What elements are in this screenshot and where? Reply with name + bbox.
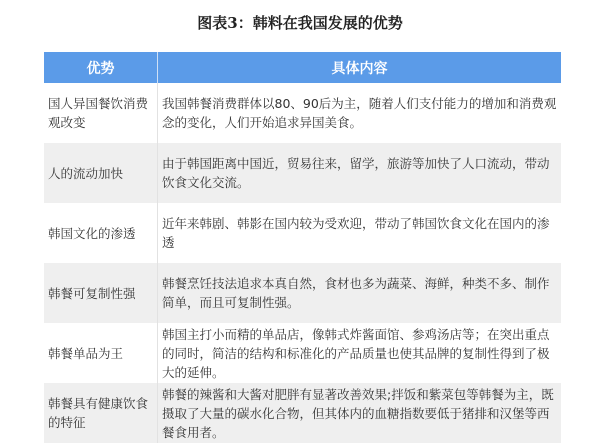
advantages-table (44, 52, 561, 443)
content-cell: 由于韩国距离中国近，贸易往来，留学，旅游等加快了人口流动，带动饮食文化交流。 (158, 143, 562, 203)
table-row (44, 143, 561, 203)
advantage-cell: 韩餐单品为王 (44, 323, 158, 383)
content-cell: 我国韩餐消费群体以80、90后为主，随着人们支付能力的增加和消费观念的变化，人们开始追求异国美食。 (162, 96, 557, 130)
table-row (44, 203, 561, 263)
header-advantage: 优势 (44, 52, 158, 83)
advantage-cell: 韩餐可复制性强 (44, 263, 158, 323)
table-row (44, 383, 561, 443)
advantage-cell: 韩国文化的渗透 (44, 203, 158, 263)
content-cell: 韩餐的辣酱和大酱对肥胖有显著改善效果;拌饭和紫菜包等韩餐为主，既摄取了大量的碳水化合物，但其体内的血糖指数要低于猪排和汉堡等西餐食用者。 (158, 383, 562, 443)
content-cell: 近年来韩剧、韩影在国内较为受欢迎，带动了韩国饮食文化在国内的渗透 (162, 216, 550, 250)
table-row (44, 83, 561, 143)
table-row (44, 323, 561, 383)
advantage-cell: 人的流动加快 (44, 143, 158, 203)
table-header-row (44, 52, 561, 83)
page-title: 图表3：韩料在我国发展的优势 (197, 14, 403, 32)
content-cell: 韩国主打小而精的单品店，像韩式炸酱面馆、参鸡汤店等；在突出重点的同时，简洁的结构和标准化的产品质量也使其品牌的复制性得到了极大的延伸。 (162, 326, 550, 380)
table-row (44, 263, 561, 323)
advantage-cell: 韩餐具有健康饮食的特征 (44, 383, 158, 443)
advantage-cell: 国人异国餐饮消费观改变 (44, 83, 158, 143)
header-content: 具体内容 (158, 52, 562, 83)
content-cell: 韩餐烹饪技法追求本真自然，食材也多为蔬菜、海鲜，种类不多、制作简单，而且可复制性强。 (158, 263, 562, 323)
